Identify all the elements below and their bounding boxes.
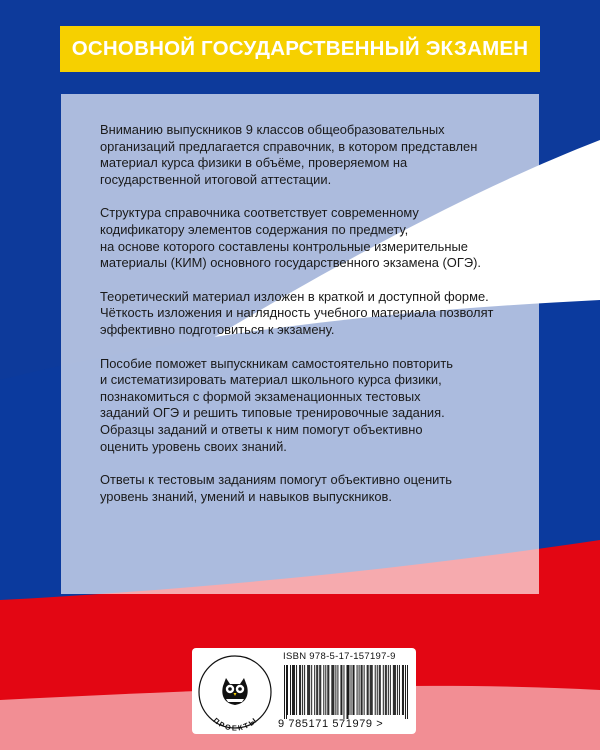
publisher-logo [192,648,278,734]
text-line: материалы (КИМ) основного государственного экзамена (ОГЭ). [100,255,481,271]
text-line: кодификатору элементов содержания по предмету, [100,221,409,237]
barcode-block [192,648,416,734]
title-bar [60,26,540,72]
text-line: познакомиться с формой экзаменационных тестовых [100,388,421,404]
text-line: организаций предлагается справочник, в котором представлен [100,138,478,154]
publisher-name-top [192,648,276,650]
text-line: Структура справочника соответствует современному [100,205,419,221]
text-line: Чёткость изложения и наглядность учебного материала позволят [100,305,494,321]
barcode-digits: 9 785171 571979 > [278,718,384,730]
text-line: Ответы к тестовым заданиям помогут объективно оценить [100,472,453,488]
text-line: заданий ОГЭ и решить типовые тренировочные задания. [100,405,445,421]
text-line: уровень знаний, умений и навыков выпускников. [100,488,392,504]
exam-title: ОСНОВНОЙ ГОСУДАРСТВЕННЫЙ ЭКЗАМЕН [71,37,529,60]
isbn-number: ISBN 978-5-17-157197-9 [283,651,396,662]
publisher-name-bottom: ПРОЕКТЫ [211,715,259,733]
annotation-text [100,122,530,522]
text-line: на основе которого составлены контрольные измерительные [100,238,468,254]
text-line: оценить уровень своих знаний. [100,438,287,454]
paragraph-2 [100,205,530,271]
text-line: материал курса физики в объёме, проверяемом на [100,155,408,171]
paragraph-1 [100,122,530,188]
text-line: Вниманию выпускников 9 классов общеобразовательных [100,122,445,137]
barcode-bars [284,665,408,719]
text-line: эффективно подготовиться к экзамену. [100,321,335,337]
paragraph-4 [100,356,530,456]
text-line: Теоретический материал изложен в краткой и доступной форме. [100,288,489,304]
paragraph-5 [100,472,530,505]
text-line: Образцы заданий и ответы к ним помогут объективно [100,421,423,437]
text-line: государственной итоговой аттестации. [100,171,332,187]
text-line: Пособие поможет выпускникам самостоятельно повторить [100,355,453,371]
paragraph-3 [100,289,530,339]
text-line: и систематизировать материал школьного курса физики, [100,372,442,388]
